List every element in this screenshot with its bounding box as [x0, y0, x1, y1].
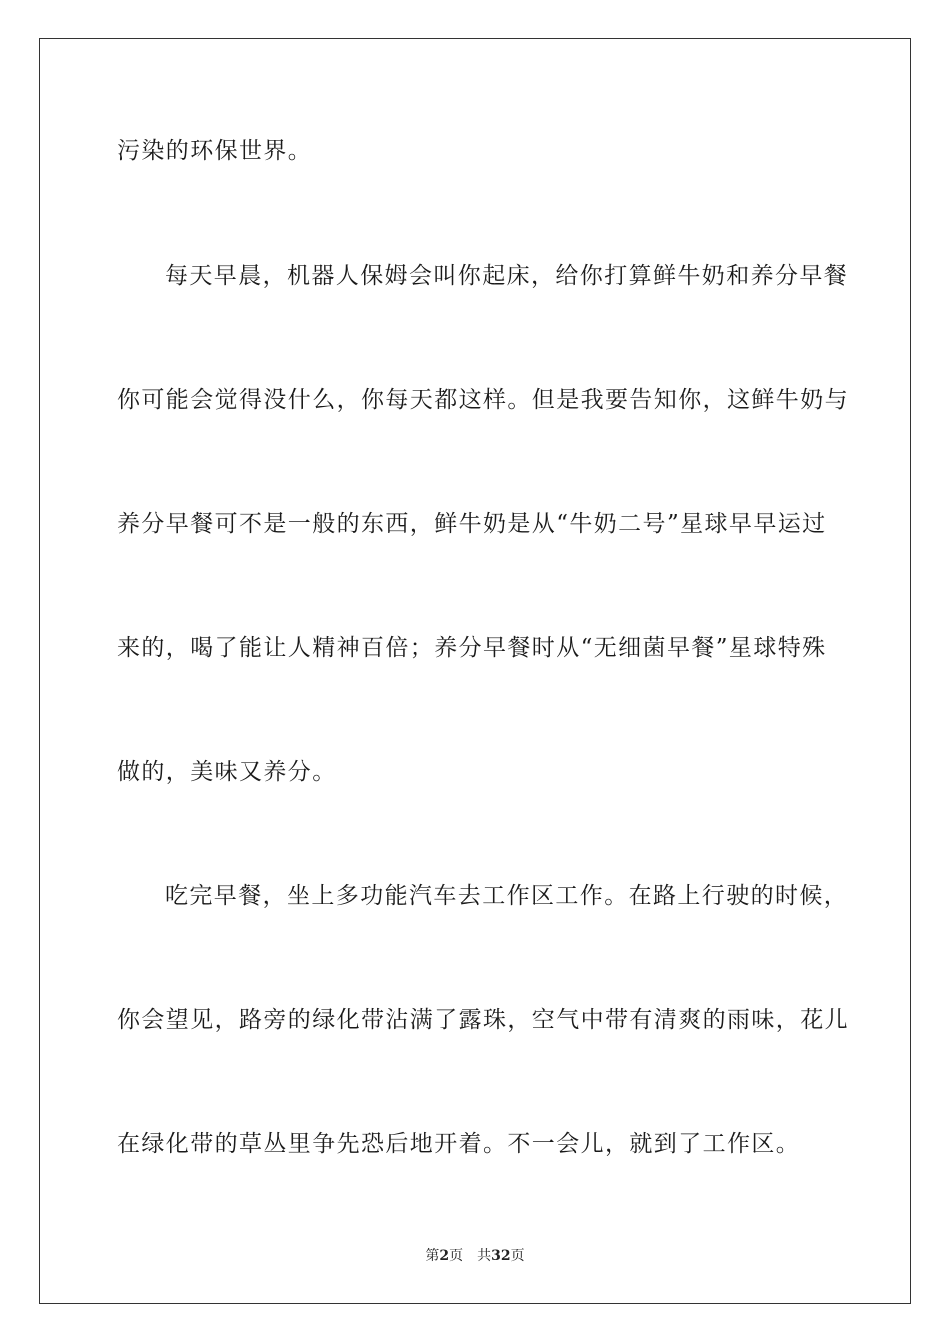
- paragraph-start-line: 吃完早餐，坐上多功能汽车去工作区工作。在路上行驶的时候，: [165, 883, 849, 909]
- text-line: 养分早餐可不是一般的东西，鲜牛奶是从“牛奶二号”星球早早运过: [117, 511, 827, 537]
- page-border: [39, 38, 911, 1304]
- text-line: 你会望见，路旁的绿化带沾满了露珠，空气中带有清爽的雨味，花儿: [117, 1007, 849, 1033]
- text-line: 做的，美味又养分。: [117, 759, 337, 785]
- text-line: 在绿化带的草丛里争先恐后地开着。不一会儿，就到了工作区。: [117, 1131, 801, 1157]
- page-footer: [0, 1247, 950, 1265]
- page-prefix: 第: [425, 1248, 440, 1264]
- paragraph-start-line: 每天早晨，机器人保姆会叫你起床，给你打算鲜牛奶和养分早餐: [165, 263, 849, 289]
- page-total-number: 32: [491, 1248, 511, 1264]
- text-line: 来的，喝了能让人精神百倍；养分早餐时从“无细菌早餐”星球特殊: [117, 635, 827, 661]
- page-current-number: 2: [439, 1248, 450, 1264]
- text-line: 污染的环保世界。: [117, 138, 313, 164]
- page-suffix: 页: [449, 1248, 464, 1264]
- total-prefix: 共: [477, 1248, 492, 1264]
- total-suffix: 页: [510, 1248, 525, 1264]
- text-line: 你可能会觉得没什么，你每天都这样。但是我要告知你，这鲜牛奶与: [117, 387, 849, 413]
